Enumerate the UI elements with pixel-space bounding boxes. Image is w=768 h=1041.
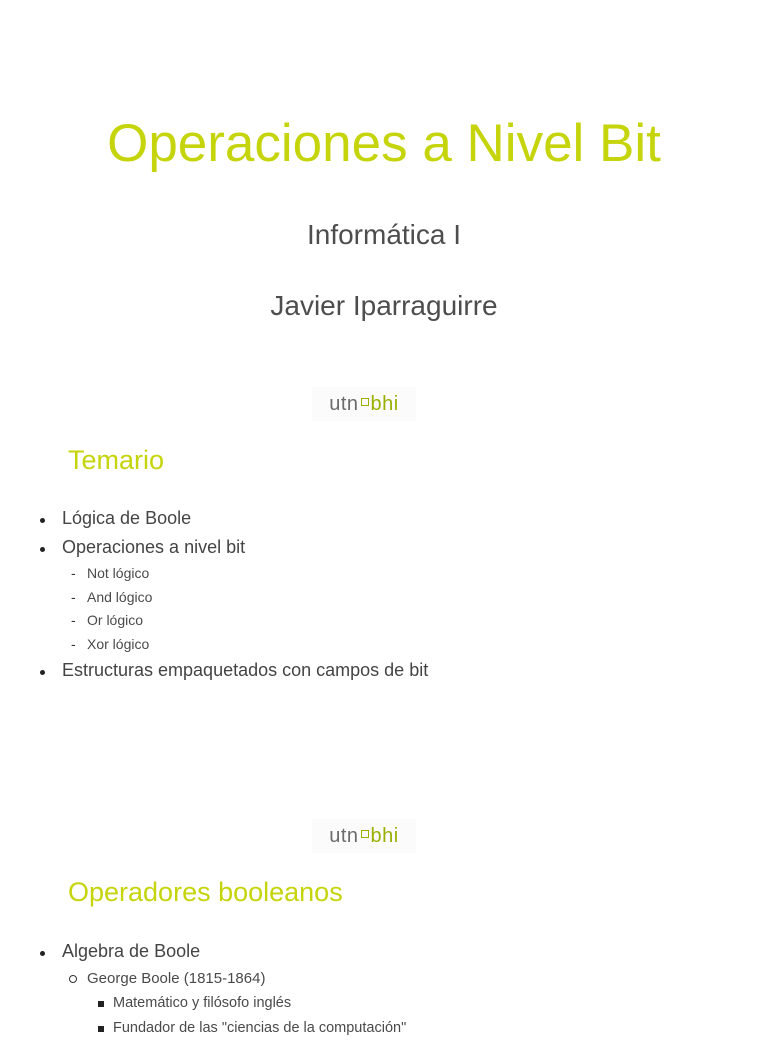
author-name: Javier Iparraguirre [270,290,498,321]
list-item [36,533,736,656]
list-item-text: Algebra de Boole [62,941,201,961]
logo-separator-icon [361,830,369,838]
sub-list-item: - Or lógico [62,609,736,633]
operadores-list [36,937,736,1041]
sub-list-item [62,966,736,1041]
utn-bhi-logo [312,819,416,853]
list-item [36,937,736,1041]
logo-text-right: bhi [370,392,399,415]
temario-list [36,504,736,685]
sub-list [62,562,736,656]
list-item-text: Operaciones a nivel bit [62,537,246,557]
logo-text-right: bhi [370,824,399,847]
sub-list-item: - Xor lógico [62,633,736,657]
list-item-text: Lógica de Boole [62,508,192,528]
document-title: Operaciones a Nivel Bit [107,114,661,173]
detail-item: Fundador de las "ciencias de la computación" [87,1016,736,1041]
detail-item: Matemático y filósofo inglés [87,991,736,1016]
list-item [36,656,736,685]
detail-list [87,991,736,1041]
sub-list-item-text: George Boole (1815-1864) [87,970,266,987]
sub-list-item: - And lógico [62,586,736,610]
course-name: Informática I [306,219,462,250]
utn-bhi-logo [312,387,416,421]
section-title-temario: Temario [68,445,165,475]
list-item [36,504,736,533]
sub-list-item: - Not lógico [62,562,736,586]
logo-text-left: utn [329,824,359,847]
sub-list [62,966,736,1041]
logo-separator-icon [361,398,369,406]
logo-text-left: utn [329,392,359,415]
list-item-text: Estructuras empaquetados con campos de bit [62,660,429,680]
section-title-operadores: Operadores booleanos [68,877,343,907]
